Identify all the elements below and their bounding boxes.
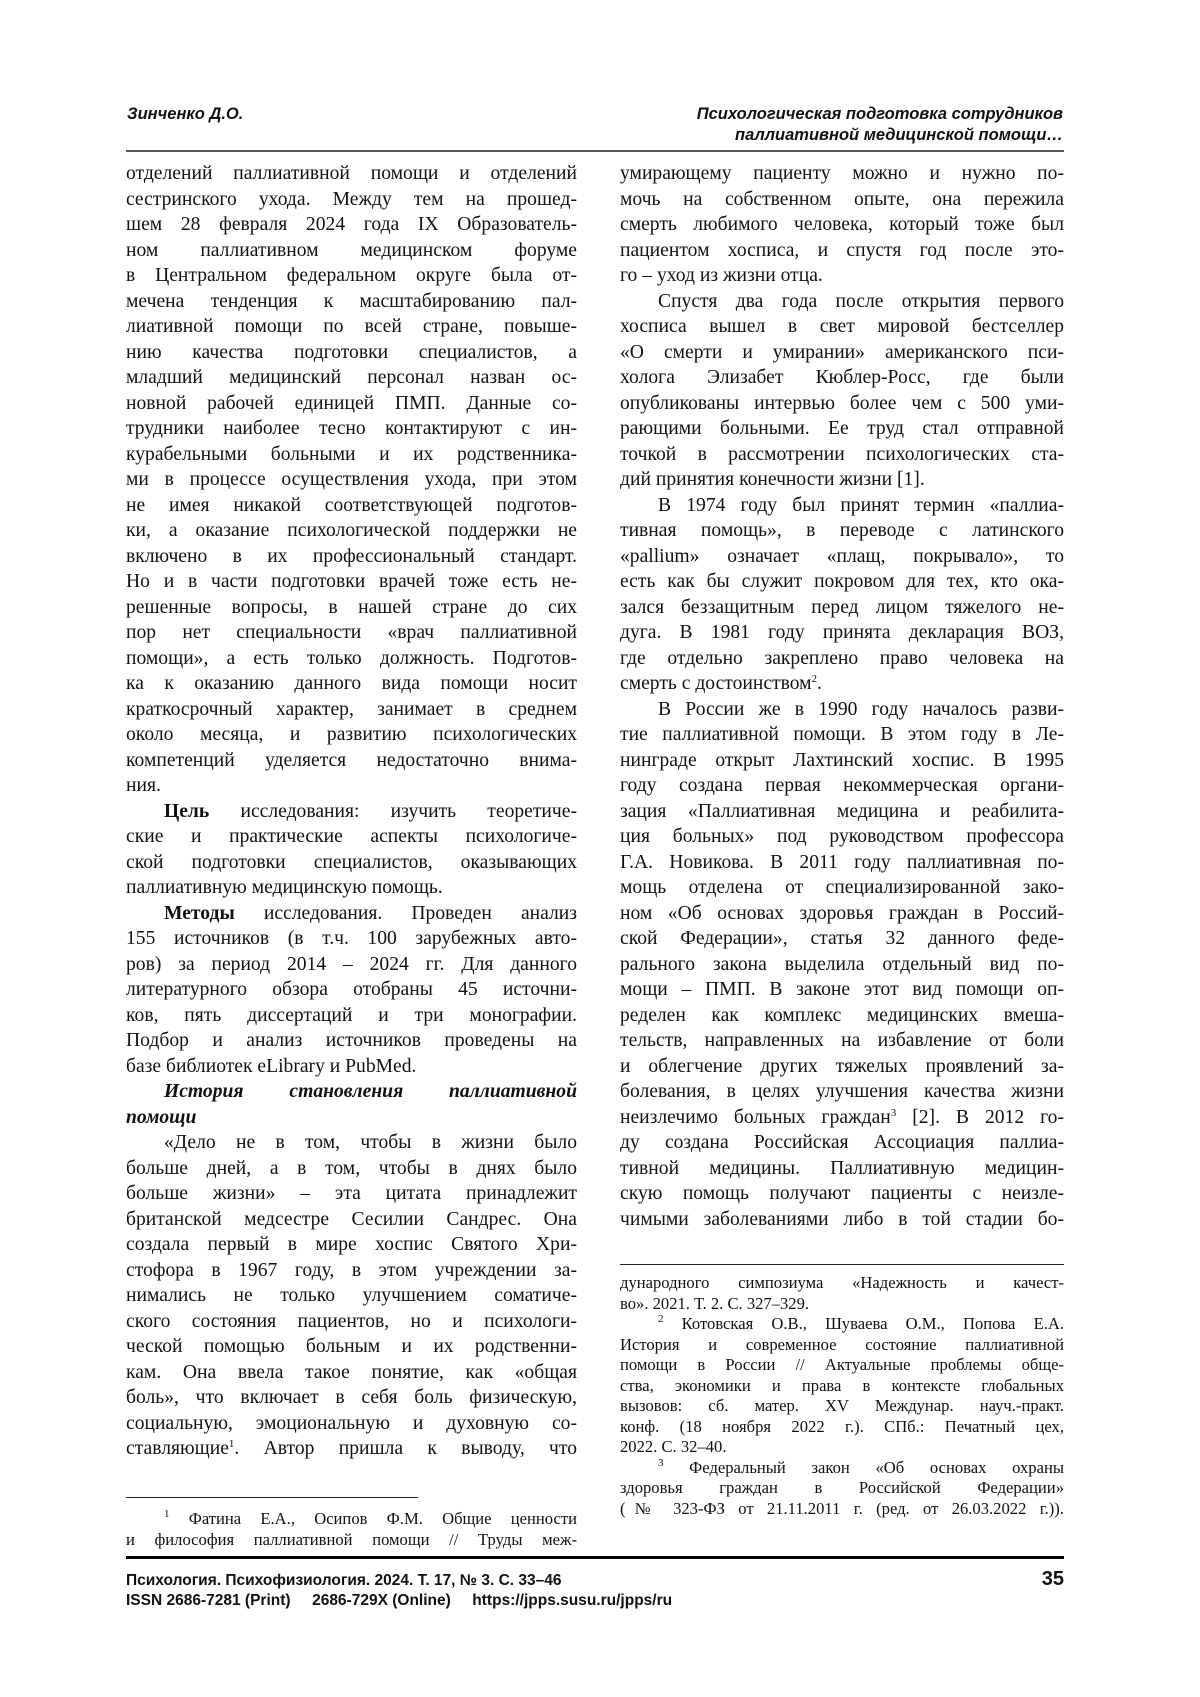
- text-line: краткосрочный характер, занимает в среднем: [126, 697, 577, 723]
- text-line: «pallium» означает «плащ, покрывало», то: [620, 544, 1064, 570]
- text-line: мочь на собственном опыте, она пережила: [620, 187, 1064, 213]
- text-line: тивной медицины. Паллиативную медицин-: [620, 1156, 1064, 1182]
- paragraph: [126, 901, 577, 1080]
- text-line: году создана первая некоммерческая органи-: [620, 773, 1064, 799]
- footnote-ref: 3: [891, 1107, 897, 1119]
- text-line: точкой в рассмотрении психологических ста-: [620, 442, 1064, 468]
- text-segment: [2]. В 2012 го-: [896, 1107, 1064, 1128]
- header-divider: [126, 150, 1064, 152]
- text-line: помощи: [126, 1105, 577, 1131]
- paragraph: [620, 493, 1064, 697]
- text-segment: ставляющие: [126, 1438, 229, 1459]
- text-line: лиативной помощи по всей стране, повыше-: [126, 314, 577, 340]
- text-line: Но и в части подготовки врачей тоже есть не-: [126, 569, 577, 595]
- text-line: больше дней, а в том, чтобы в днях было: [126, 1156, 577, 1182]
- text-line: В России же в 1990 году началось разви-: [620, 697, 1064, 723]
- text-line: зация «Паллиативная медицина и реабилита-: [620, 799, 1064, 825]
- text-line: рающими больными. Ее труд стал отправной: [620, 416, 1064, 442]
- text-segment: исследования: изучить теоретиче-: [209, 801, 577, 822]
- text-line: около месяца, и развитию психологических: [126, 722, 577, 748]
- text-line: помощи в России // Актуальные проблемы обще-: [620, 1355, 1064, 1376]
- text-line: паллиативную медицинскую помощь.: [126, 875, 577, 901]
- text-line: [126, 1509, 577, 1530]
- footer-divider: [126, 1556, 1064, 1559]
- text-line: опубликованы интервью более чем с 500 уми-: [620, 391, 1064, 417]
- text-line: ция больных» под руководством профессора: [620, 824, 1064, 850]
- paragraph: [620, 1273, 1064, 1314]
- section-heading: [126, 1079, 577, 1130]
- text-line: смерть любимого человека, который тоже был: [620, 212, 1064, 238]
- text-segment: Федеральный закон «Об основах охраны: [664, 1458, 1065, 1477]
- footnote-ref: 2: [658, 1313, 664, 1325]
- text-line: болевания, в целях улучшения качества жизни: [620, 1079, 1064, 1105]
- text-line: 2022. С. 32–40.: [620, 1437, 1064, 1458]
- paragraph: [620, 697, 1064, 1233]
- text-line: не имея никакой соответствующей подготов-: [126, 493, 577, 519]
- text-line: ределен как комплекс медицинских вмеша-: [620, 1003, 1064, 1029]
- text-line: вызовов: сб. матер. XV Междунар. науч.-практ.: [620, 1396, 1064, 1417]
- text-segment: Котовская О.В., Шуваева О.М., Попова Е.А.: [664, 1314, 1065, 1333]
- footnote-divider: [620, 1264, 1064, 1265]
- text-line: ские и практические аспекты психологиче-: [126, 824, 577, 850]
- text-line: [620, 1314, 1064, 1335]
- paragraph: [126, 1130, 577, 1462]
- footnote-divider: [126, 1497, 418, 1498]
- footer-issn: ISSN 2686-7281 (Print) 2686-729X (Online) https://jpps.susu.ru/jpps/ru: [126, 1591, 672, 1611]
- text-line: ном «Об основах здоровья граждан в Россий-: [620, 901, 1064, 927]
- text-line: и философия паллиативной помощи // Труды меж-: [126, 1530, 577, 1551]
- paragraph: [126, 799, 577, 901]
- text-line: дуга. В 1981 году принята декларация ВОЗ,: [620, 620, 1064, 646]
- text-line: ской Федерации», статья 32 данного феде-: [620, 926, 1064, 952]
- text-line: помощи», а есть только должность. Подготов-: [126, 646, 577, 672]
- text-line: зался беззащитным перед лицом тяжелого не-: [620, 595, 1064, 621]
- text-line: где отдельно закреплено право человека на: [620, 646, 1064, 672]
- text-line: ном паллиативном медицинском форуме: [126, 238, 577, 264]
- text-line: умирающему пациенту можно и нужно по-: [620, 161, 1064, 187]
- text-line: пациентом хосписа, и спустя год после это-: [620, 238, 1064, 264]
- text-line: ров) за период 2014 – 2024 гг. Для данного: [126, 952, 577, 978]
- text-line: сестринского ухода. Между тем на прошед-: [126, 187, 577, 213]
- footnotes-right: [620, 1273, 1064, 1519]
- text-line: ской подготовки специалистов, оказывающих: [126, 850, 577, 876]
- paragraph: [620, 1458, 1064, 1520]
- footnote-ref: 2: [812, 673, 818, 685]
- text-line: базе библиотек eLibrary и PubMed.: [126, 1054, 577, 1080]
- text-segment: Фатина Е.А., Осипов Ф.М. Общие ценности: [170, 1509, 578, 1528]
- text-line: [620, 1458, 1064, 1479]
- text-line: го – уход из жизни отца.: [620, 263, 1064, 289]
- text-line: хосписа вышел в свет мировой бестселлер: [620, 314, 1064, 340]
- text-line: ния.: [126, 773, 577, 799]
- paragraph: [126, 1509, 577, 1550]
- running-header-title-line: паллиативной медицинской помощи…: [697, 125, 1063, 146]
- text-line: есть как бы служит покровом для тех, кто ока-: [620, 569, 1064, 595]
- running-header-title-line: Психологическая подготовка сотрудников: [697, 104, 1063, 125]
- text-line: нимались не только улучшением соматиче-: [126, 1283, 577, 1309]
- text-line: тельств, направленных на избавление от боли: [620, 1028, 1064, 1054]
- running-header-title: [697, 104, 1063, 146]
- text-segment: исследования. Проведен анализ: [235, 903, 577, 924]
- text-line: (№ 323-ФЗ от 21.11.2011 г. (ред. от 26.03.2022 г.)).: [620, 1499, 1064, 1520]
- text-line: «Дело не в том, чтобы в жизни было: [126, 1130, 577, 1156]
- text-line: шем 28 февраля 2024 года IX Образователь-: [126, 212, 577, 238]
- text-line: боль», что включает в себя боль физическую,: [126, 1385, 577, 1411]
- text-column-left: [126, 161, 577, 1462]
- text-line: социальную, эмоциональную и духовную со-: [126, 1411, 577, 1437]
- text-line: курабельными больными и их родственника-: [126, 442, 577, 468]
- footnote-ref: 1: [229, 1438, 235, 1450]
- text-line: [126, 901, 577, 927]
- text-line: [126, 799, 577, 825]
- text-line: чимыми заболеваниями либо в той стадии бо-: [620, 1207, 1064, 1233]
- text-line: тие паллиативной помощи. В этом году в Ле-: [620, 722, 1064, 748]
- text-line: нию качества подготовки специалистов, а: [126, 340, 577, 366]
- text-line: ства, экономики и права в контексте глобальных: [620, 1376, 1064, 1397]
- text-line: трудники наиболее тесно контактируют с ин-: [126, 416, 577, 442]
- text-segment: . Автор пришла к выводу, что: [234, 1438, 577, 1459]
- text-line: конф. (18 ноября 2022 г.). СПб.: Печатный цех,: [620, 1417, 1064, 1438]
- text-line: скую помощь получают пациенты с неизле-: [620, 1181, 1064, 1207]
- text-line: британской медсестре Сесилии Сандрес. Она: [126, 1207, 577, 1233]
- text-line: создала первый в мире хоспис Святого Хри-: [126, 1232, 577, 1258]
- text-line: мечена тенденция к масштабированию пал-: [126, 289, 577, 315]
- paragraph: [620, 161, 1064, 289]
- text-line: [126, 1436, 577, 1462]
- text-line: История становления паллиативной: [126, 1079, 577, 1105]
- text-line: и облегчение других тяжелых проявлений за-: [620, 1054, 1064, 1080]
- text-line: тивная помощь», в переводе с латинского: [620, 518, 1064, 544]
- footer-journal-citation: Психология. Психофизиология. 2024. Т. 17, № 3. С. 33–46: [126, 1571, 562, 1591]
- text-line: нинграде открыт Лахтинский хоспис. В 1995: [620, 748, 1064, 774]
- text-line: мощь отделена от специализированной зако-: [620, 875, 1064, 901]
- text-line: рального закона выделила отдельный вид по-: [620, 952, 1064, 978]
- text-line: пор нет специальности «врач паллиативной: [126, 620, 577, 646]
- text-line: младший медицинский персонал назван ос-: [126, 365, 577, 391]
- text-line: включено в их профессиональный стандарт.: [126, 544, 577, 570]
- text-line: Г.А. Новикова. В 2011 году паллиативная по-: [620, 850, 1064, 876]
- text-line: решенные вопросы, в нашей стране до сих: [126, 595, 577, 621]
- text-line: ки, а оказание психологической поддержки не: [126, 518, 577, 544]
- text-line: Подбор и анализ источников проведены на: [126, 1028, 577, 1054]
- text-line: во». 2021. Т. 2. С. 327–329.: [620, 1294, 1064, 1315]
- text-line: ческой помощью больным и их родственни-: [126, 1334, 577, 1360]
- text-line: больше жизни» – эта цитата принадлежит: [126, 1181, 577, 1207]
- text-line: ков, пять диссертаций и три монографии.: [126, 1003, 577, 1029]
- bold-term: Методы: [164, 903, 235, 924]
- text-line: дий принятия конечности жизни [1].: [620, 467, 1064, 493]
- text-line: в Центральном федеральном округе была от-: [126, 263, 577, 289]
- text-line: [620, 671, 1064, 697]
- text-line: здоровья граждан в Российской Федерации»: [620, 1478, 1064, 1499]
- bold-term: Цель: [164, 801, 209, 822]
- text-line: [620, 1105, 1064, 1131]
- footnote-ref: 3: [658, 1457, 664, 1469]
- footnote-ref: 1: [164, 1508, 170, 1520]
- text-line: новной рабочей единицей ПМП. Данные со-: [126, 391, 577, 417]
- text-line: дународного симпозиума «Надежность и качест-: [620, 1273, 1064, 1294]
- paragraph: [126, 161, 577, 799]
- text-line: В 1974 году был принят термин «паллиа-: [620, 493, 1064, 519]
- text-line: История и современное состояние паллиативной: [620, 1335, 1064, 1356]
- text-segment: неизлечимо больных граждан: [620, 1107, 891, 1128]
- text-line: литературного обзора отобраны 45 источни-: [126, 977, 577, 1003]
- text-segment: .: [817, 673, 822, 694]
- text-line: ка к оказанию данного вида помощи носит: [126, 671, 577, 697]
- text-segment: смерть с достоинством: [620, 673, 812, 694]
- paragraph: [620, 289, 1064, 493]
- text-line: стофора в 1967 году, в этом учреждении за-: [126, 1258, 577, 1284]
- text-line: отделений паллиативной помощи и отделений: [126, 161, 577, 187]
- text-line: холога Элизабет Кюблер-Росс, где были: [620, 365, 1064, 391]
- text-line: ского состояния пациентов, но и психологи-: [126, 1309, 577, 1335]
- text-line: компетенций уделяется недостаточно внима-: [126, 748, 577, 774]
- text-line: Спустя два года после открытия первого: [620, 289, 1064, 315]
- page-number: 35: [1042, 1569, 1064, 1589]
- running-header-author: Зинченко Д.О.: [127, 104, 243, 125]
- text-column-right: [620, 161, 1064, 1232]
- text-line: «О смерти и умирании» американского пси-: [620, 340, 1064, 366]
- footnotes-left: [126, 1509, 577, 1550]
- paragraph: [620, 1314, 1064, 1458]
- text-line: 155 источников (в т.ч. 100 зарубежных авто-: [126, 926, 577, 952]
- text-line: мощи – ПМП. В законе этот вид помощи оп-: [620, 977, 1064, 1003]
- text-line: ми в процессе осуществления ухода, при этом: [126, 467, 577, 493]
- text-line: ду создана Российская Ассоциация паллиа-: [620, 1130, 1064, 1156]
- text-line: кам. Она ввела такое понятие, как «общая: [126, 1360, 577, 1386]
